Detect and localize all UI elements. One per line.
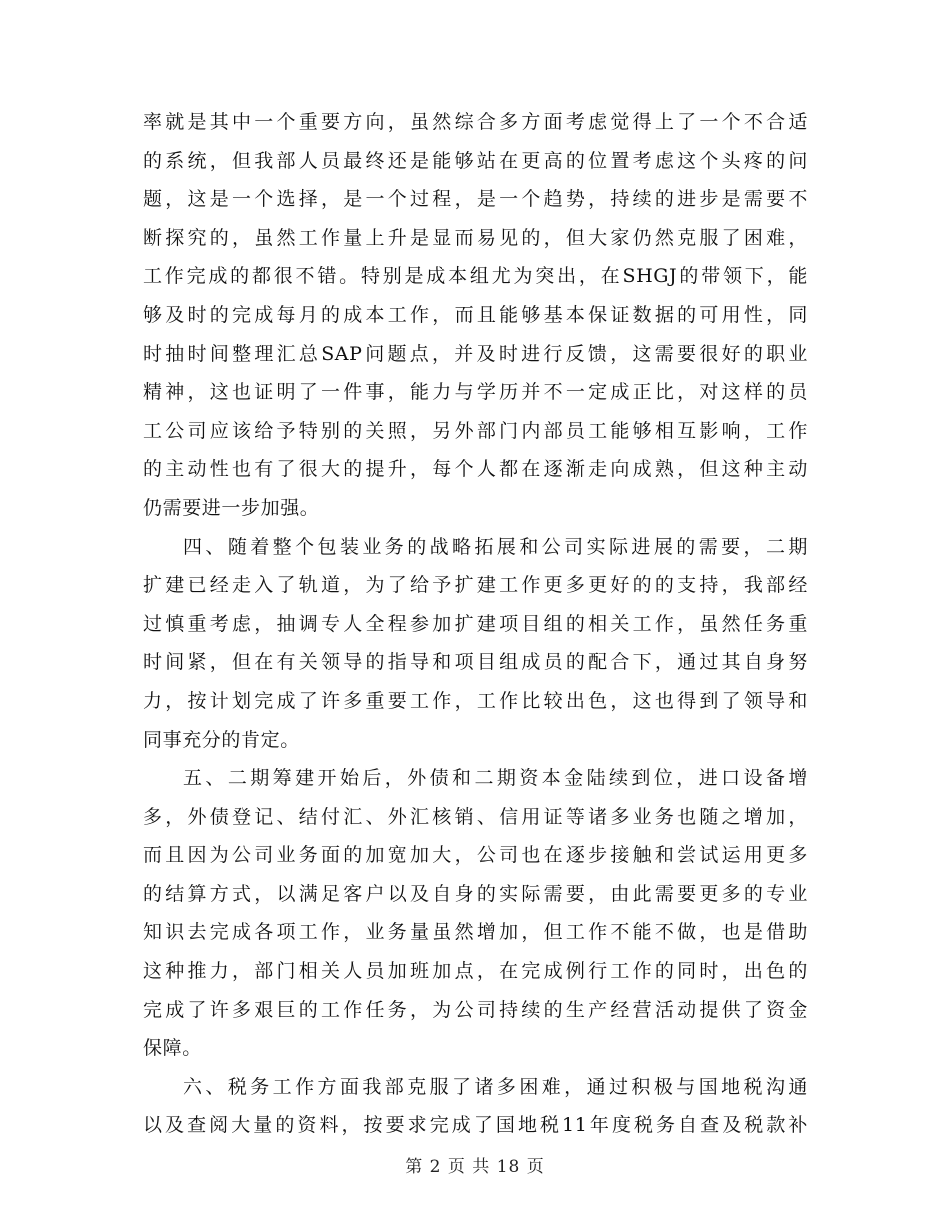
text-line: 精神，这也证明了一件事，能力与学历并不一定成正比，对这样的员 [143,381,808,404]
text-line: 的系统，但我部人员最终还是能够站在更高的位置考虑这个头疼的问 [143,149,808,172]
text-line: 六、税务工作方面我部克服了诸多困难，通过积极与国地税沟通 [183,1075,808,1098]
text-line: 时间紧，但在有关领导的指导和项目组成员的配合下，通过其自身努 [143,651,808,674]
text-line: 多，外债登记、结付汇、外汇核销、信用证等诸多业务也随之增加， [143,805,808,828]
text-line: 完成了许多艰巨的工作任务，为公司持续的生产经营活动提供了资金 [143,998,808,1021]
text-line: 这种推力，部门相关人员加班加点，在完成例行工作的同时，出色的 [143,960,808,983]
text-line: 以及查阅大量的资料，按要求完成了国地税11年度税务自查及税款补 [143,1114,808,1137]
text-line: 力，按计划完成了许多重要工作，工作比较出色，这也得到了领导和 [143,689,808,712]
text-line: 同事充分的肯定。 [143,728,300,751]
page-footer: 第 2 页 共 18 页 [405,1157,545,1177]
text-line: 题，这是一个选择，是一个过程，是一个趋势，持续的进步是需要不 [143,188,808,211]
text-line: 断探究的，虽然工作量上升是显而易见的，但大家仍然克服了困难， [143,226,808,249]
text-line: 过慎重考虑，抽调专人全程参加扩建项目组的相关工作，虽然任务重 [143,612,808,635]
text-line: 的主动性也有了很大的提升，每个人都在逐渐走向成熟，但这种主动 [143,458,808,481]
text-line: 时抽时间整理汇总SAP问题点，并及时进行反馈，这需要很好的职业 [143,342,808,365]
text-line: 的结算方式，以满足客户以及自身的实际需要，由此需要更多的专业 [143,882,808,905]
text-line: 知识去完成各项工作，业务量虽然增加，但工作不能不做，也是借助 [143,921,808,944]
text-line: 四、随着整个包装业务的战略拓展和公司实际进展的需要，二期 [183,535,808,558]
text-line: 而且因为公司业务面的加宽加大，公司也在逐步接触和尝试运用更多 [143,844,808,867]
text-line: 五、二期筹建开始后，外债和二期资本金陆续到位，进口设备增 [183,767,808,790]
text-line: 保障。 [143,1037,202,1060]
text-line: 工公司应该给予特别的关照，另外部门内部员工能够相互影响，工作 [143,419,808,442]
text-line: 仍需要进一步加强。 [143,496,320,519]
document-body [143,103,808,1145]
text-line: 率就是其中一个重要方向，虽然综合多方面考虑觉得上了一个不合适 [143,111,808,133]
text-line: 工作完成的都很不错。特别是成本组尤为突出，在SHGJ的带领下，能 [143,265,808,288]
text-line: 够及时的完成每月的成本工作，而且能够基本保证数据的可用性，同 [143,303,808,326]
text-line: 扩建已经走入了轨道，为了给予扩建工作更多更好的的支持，我部经 [143,574,808,597]
